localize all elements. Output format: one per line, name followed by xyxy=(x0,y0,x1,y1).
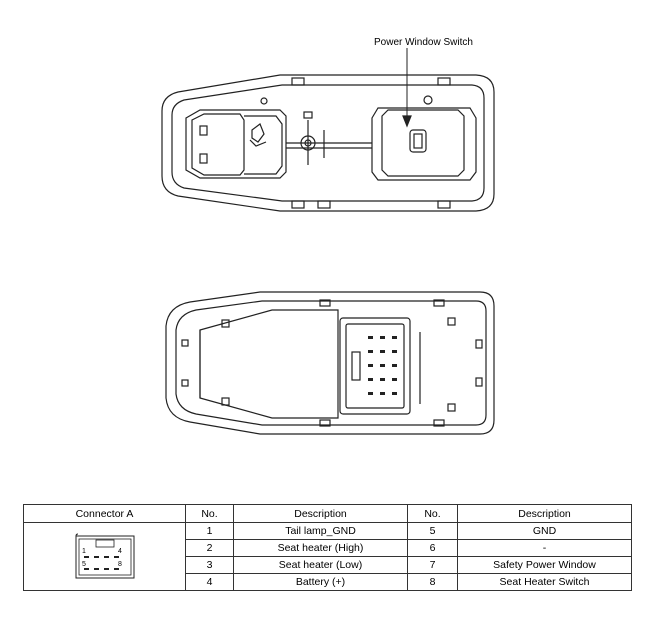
pin-description: Battery (+) xyxy=(234,574,408,591)
connector-a-icon xyxy=(72,532,138,582)
pin-label-4: 4 xyxy=(117,547,122,555)
connector-a-cell xyxy=(24,523,186,591)
pin-description: Tail lamp_GND xyxy=(234,523,408,540)
top-view xyxy=(162,48,494,211)
pin-description: Seat Heater Switch xyxy=(458,574,632,591)
header-description-2: Description xyxy=(458,505,632,523)
pin-no: 7 xyxy=(408,557,458,574)
pin-description: Safety Power Window xyxy=(458,557,632,574)
pin-label-5: 5 xyxy=(81,560,86,568)
header-connector: Connector A xyxy=(24,505,186,523)
pin-no: 6 xyxy=(408,540,458,557)
power-window-switch-callout: Power Window Switch xyxy=(374,37,473,48)
pin-no: 5 xyxy=(408,523,458,540)
table-row xyxy=(24,523,632,540)
pin-description: Seat heater (High) xyxy=(234,540,408,557)
table-header-row xyxy=(24,505,632,523)
header-no-1: No. xyxy=(186,505,234,523)
pin-label-1: 1 xyxy=(81,547,86,555)
pin-label-8: 8 xyxy=(117,560,122,568)
header-description-1: Description xyxy=(234,505,408,523)
connector-pin-dots xyxy=(368,336,397,395)
pin-description: - xyxy=(458,540,632,557)
pin-no: 2 xyxy=(186,540,234,557)
bottom-view xyxy=(166,292,494,434)
pin-description: Seat heater (Low) xyxy=(234,557,408,574)
pin-no: 3 xyxy=(186,557,234,574)
pin-no: 8 xyxy=(408,574,458,591)
pin-no: 1 xyxy=(186,523,234,540)
pin-no: 4 xyxy=(186,574,234,591)
pin-description: GND xyxy=(458,523,632,540)
header-no-2: No. xyxy=(408,505,458,523)
pin-table xyxy=(23,504,632,591)
